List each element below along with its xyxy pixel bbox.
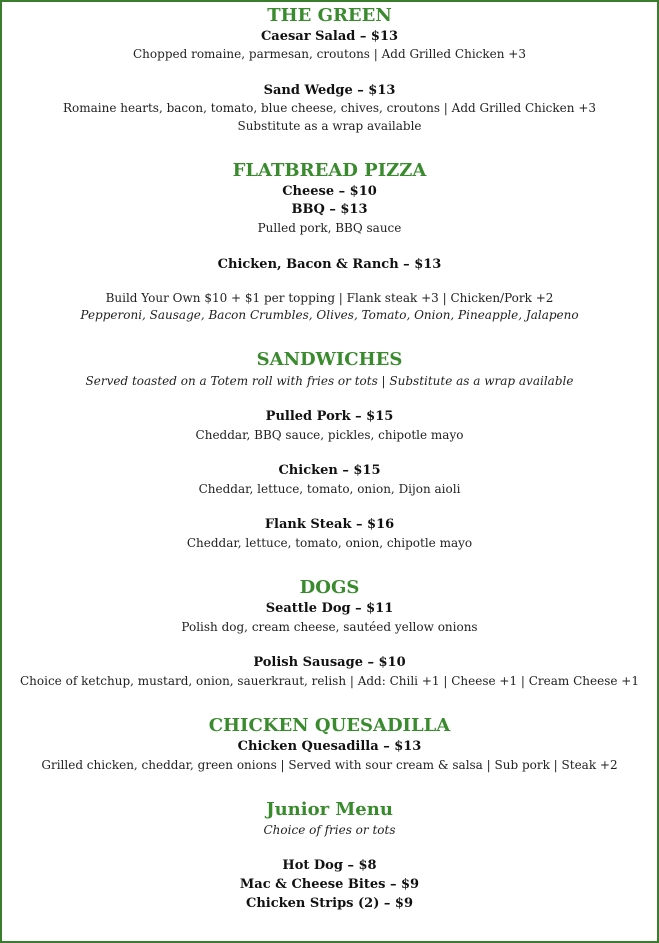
section-heading-junior-menu: Junior Menu [266, 799, 393, 820]
menu-item-cheese: Cheese – $10 [282, 184, 377, 199]
item-description-caesar-salad: Chopped romaine, parmesan, croutons | Add Grilled Chicken +3 [133, 47, 526, 61]
section-heading-chicken-quesadilla: CHICKEN QUESADILLA [208, 715, 451, 736]
menu-item-sand-wedge: Sand Wedge – $13 [263, 83, 396, 98]
menu-item-chicken-strips: Chicken Strips (2) – $9 [245, 896, 413, 911]
menu-item-chicken: Chicken – $15 [278, 463, 381, 478]
item-description-sand-wedge: Romaine hearts, bacon, tomato, blue cheese, chives, croutons | Add Grilled Chicken +3 [62, 101, 597, 115]
menu-item-polish-sausage: Polish Sausage – $10 [253, 655, 406, 670]
build-your-own-description: Build Your Own $10 + $1 per topping | Flank steak +3 | Chicken/Pork +2 [105, 291, 554, 305]
item-note-sand-wedge: Substitute as a wrap available [237, 119, 422, 133]
item-description-seattle-dog: Polish dog, cream cheese, sautéed yellow onions [181, 620, 478, 634]
menu-item-mac-cheese-bites: Mac & Cheese Bites – $9 [239, 877, 420, 892]
item-description-polish-sausage: Choice of ketchup, mustard, onion, sauerkraut, relish | Add: Chili +1 | Cheese +1 | Cream Cheese +1 [19, 674, 639, 688]
menu-item-seattle-dog: Seattle Dog – $11 [265, 601, 394, 616]
menu-item-bbq: BBQ – $13 [291, 202, 368, 217]
topping-list: Pepperoni, Sausage, Bacon Crumbles, Olives, Tomato, Onion, Pineapple, Jalapeno [80, 308, 579, 322]
menu-item-chicken-quesadilla: Chicken Quesadilla – $13 [237, 739, 422, 754]
item-description-chicken-quesadilla: Grilled chicken, cheddar, green onions | Served with sour cream & salsa | Sub pork | Steak +2 [41, 758, 618, 772]
section-heading-dogs: DOGS [299, 577, 360, 598]
section-heading-the-green: THE GREEN [267, 5, 392, 26]
menu-item-flank-steak: Flank Steak – $16 [264, 517, 395, 532]
junior-menu-note: Choice of fries or tots [263, 823, 396, 837]
menu-item-hot-dog: Hot Dog – $8 [282, 858, 377, 873]
item-description-bbq: Pulled pork, BBQ sauce [257, 221, 402, 235]
section-heading-sandwiches: SANDWICHES [256, 349, 403, 370]
menu-item-pulled-pork: Pulled Pork – $15 [265, 409, 394, 424]
sandwiches-note: Served toasted on a Totem roll with fries or tots | Substitute as a wrap available [85, 374, 574, 388]
menu-item-chicken-bacon-ranch: Chicken, Bacon & Ranch – $13 [217, 257, 442, 272]
item-description-flank-steak: Cheddar, lettuce, tomato, onion, chipotle mayo [186, 536, 473, 550]
menu-item-caesar-salad: Caesar Salad – $13 [260, 29, 399, 44]
section-heading-flatbread-pizza: FLATBREAD PIZZA [232, 160, 427, 181]
item-description-chicken: Cheddar, lettuce, tomato, onion, Dijon aioli [198, 482, 461, 496]
item-description-pulled-pork: Cheddar, BBQ sauce, pickles, chipotle mayo [195, 428, 464, 442]
